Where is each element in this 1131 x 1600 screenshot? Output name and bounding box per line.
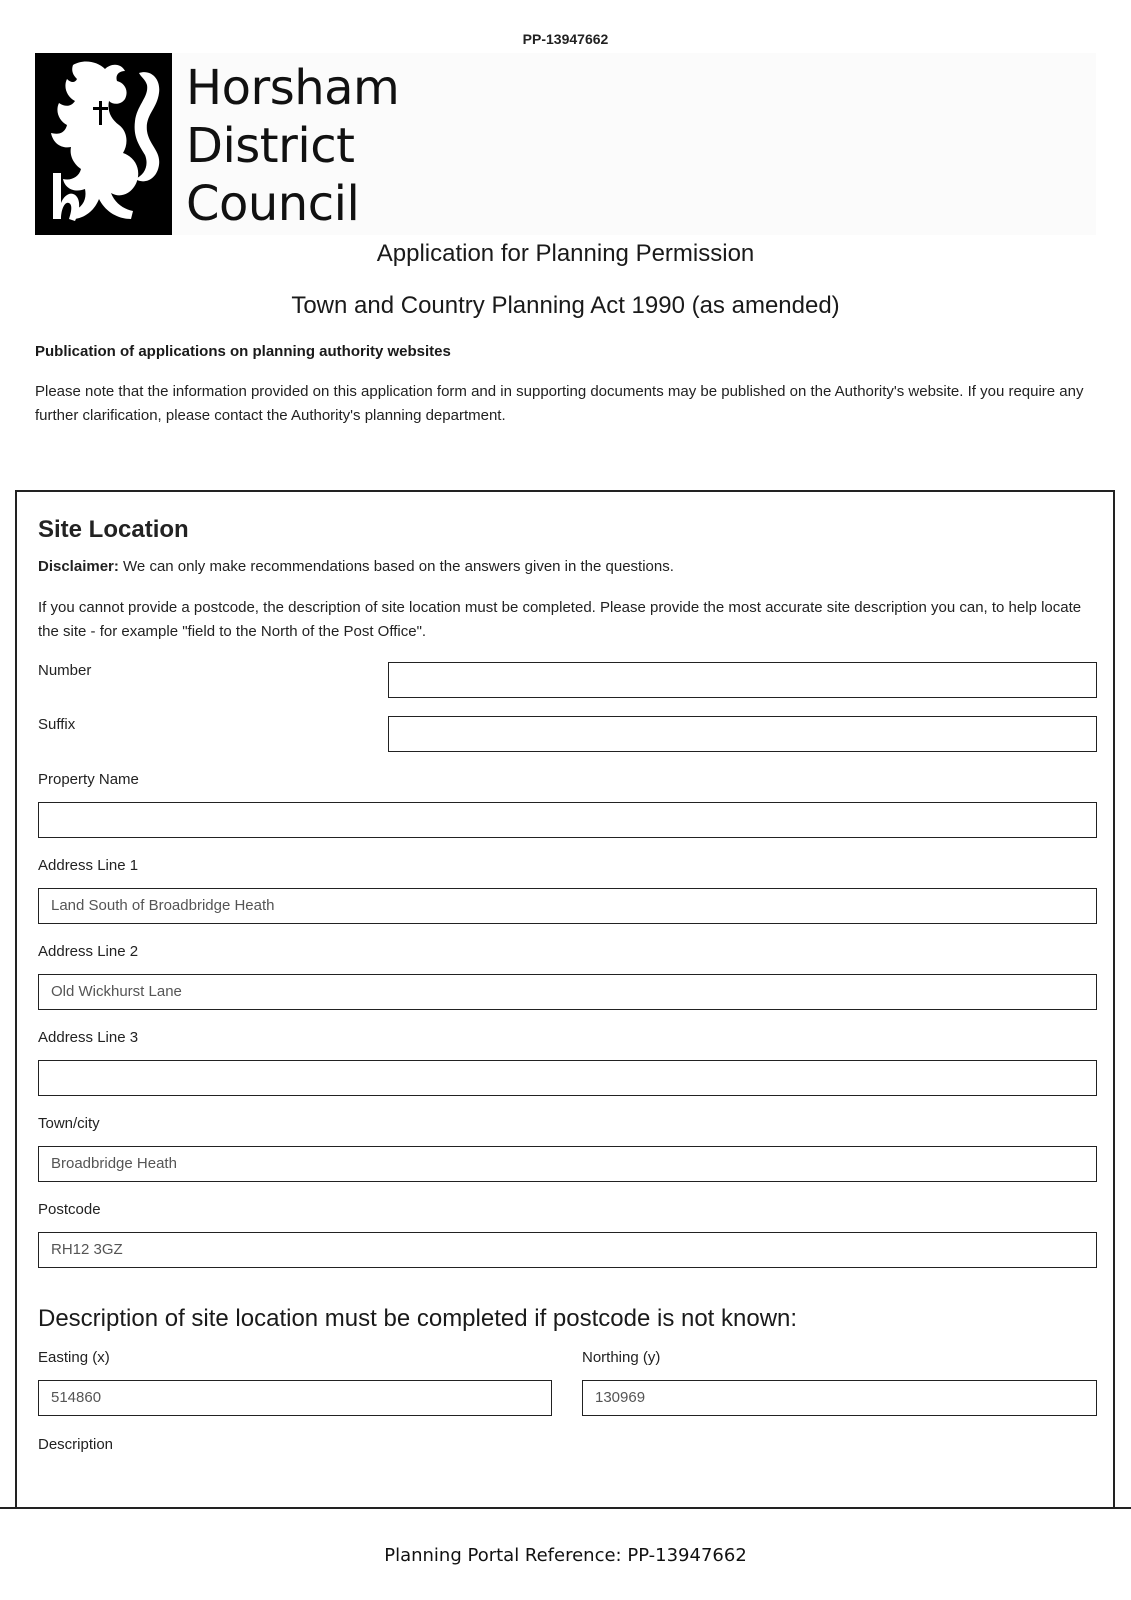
- footer-reference: Planning Portal Reference: PP-13947662: [384, 1545, 747, 1566]
- address-line-1-label: Address Line 1: [38, 857, 139, 874]
- disclaimer: [38, 558, 674, 575]
- disclaimer-text: We can only make recommendations based on the answers given in the questions.: [118, 558, 674, 575]
- footer-divider: [0, 1507, 1131, 1509]
- reference-number: PP-13947662: [522, 31, 609, 47]
- number-field[interactable]: [388, 662, 1097, 698]
- council-name: [186, 59, 399, 233]
- number-label: Number: [38, 662, 92, 679]
- property-name-field[interactable]: [38, 802, 1097, 838]
- site-location-instructions: If you cannot provide a postcode, the description of site location must be completed. Please provide the most accurate site description you can, to help locate the site - for example "field to the North of the Post Office".: [38, 599, 1082, 640]
- publication-heading: Publication of applications on planning authority websites: [35, 343, 451, 360]
- address-line-2-field[interactable]: Old Wickhurst Lane: [38, 974, 1097, 1010]
- town-city-field[interactable]: Broadbridge Heath: [38, 1146, 1097, 1182]
- town-city-label: Town/city: [38, 1115, 100, 1132]
- property-name-label: Property Name: [38, 771, 139, 788]
- disclaimer-label: Disclaimer:: [38, 558, 119, 575]
- council-banner: [35, 53, 1096, 235]
- postcode-label: Postcode: [38, 1201, 101, 1218]
- description-label: Description: [38, 1436, 114, 1453]
- northing-field[interactable]: 130969: [582, 1380, 1097, 1416]
- easting-field[interactable]: 514860: [38, 1380, 552, 1416]
- form-title: Application for Planning Permission: [376, 240, 755, 267]
- postcode-field[interactable]: RH12 3GZ: [38, 1232, 1097, 1268]
- address-line-3-field[interactable]: [38, 1060, 1097, 1096]
- address-line-2-label: Address Line 2: [38, 943, 139, 960]
- suffix-field[interactable]: [388, 716, 1097, 752]
- easting-label: Easting (x): [38, 1349, 110, 1366]
- address-line-1-field[interactable]: Land South of Broadbridge Heath: [38, 888, 1097, 924]
- description-heading: Description of site location must be completed if postcode is not known:: [38, 1305, 798, 1332]
- publication-text: Please note that the information provided on this application form and in supporting documents may be published on the Authority's website. If you require any further clarification, please contact the Authority's planning department.: [35, 383, 1084, 424]
- section-title: Site Location: [38, 516, 189, 543]
- site-location-section: [15, 490, 1115, 1507]
- council-name-line-3: Council: [186, 176, 360, 232]
- horsham-lion-logo-icon: [35, 53, 172, 235]
- council-name-line-2: District: [186, 118, 355, 174]
- northing-label: Northing (y): [582, 1349, 661, 1366]
- address-line-3-label: Address Line 3: [38, 1029, 139, 1046]
- council-name-line-1: Horsham: [186, 60, 400, 116]
- suffix-label: Suffix: [38, 716, 76, 733]
- form-subtitle: Town and Country Planning Act 1990 (as amended): [291, 292, 840, 319]
